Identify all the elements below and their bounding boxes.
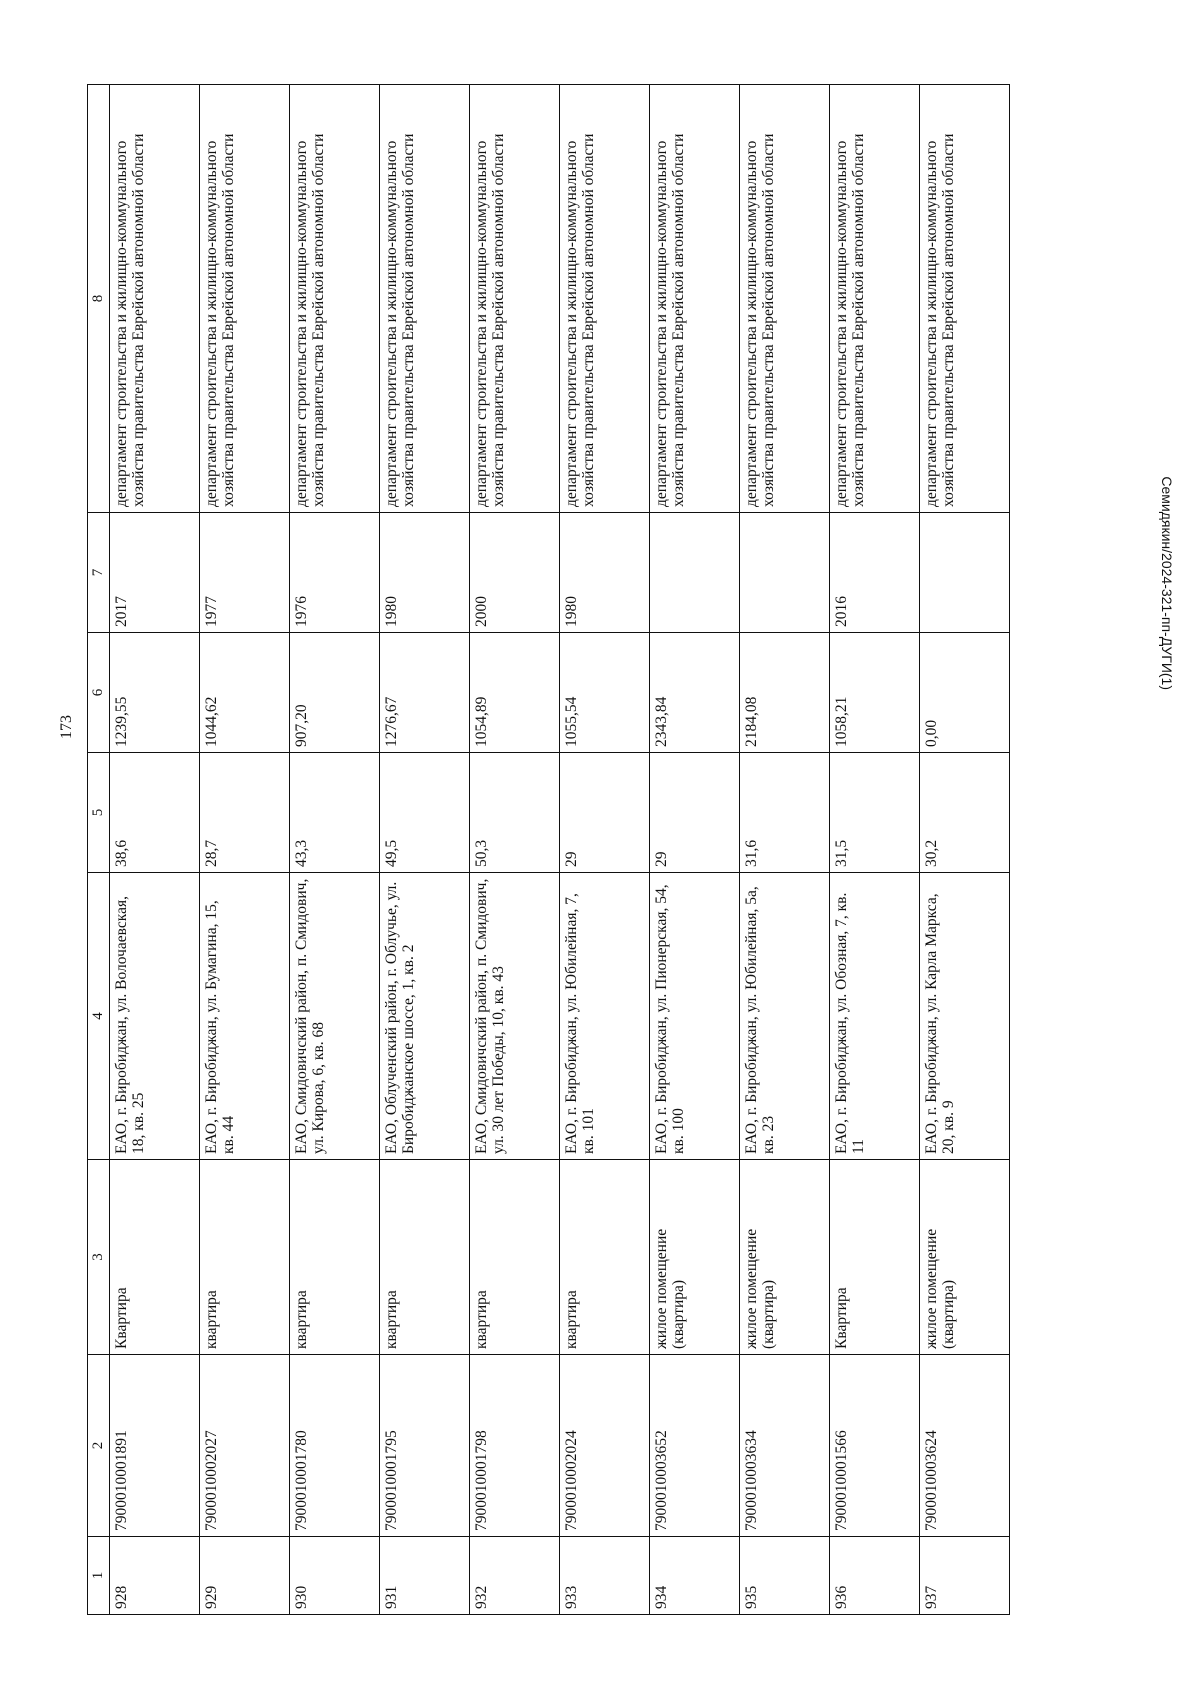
year-built-cell <box>919 513 1009 633</box>
table-row <box>469 85 559 1615</box>
address-cell: ЕАО, Смидовичский район, п. Смидович, ул. 30 лет Победы, 10, кв. 43 <box>469 873 559 1160</box>
area-cell: 43,3 <box>289 753 379 873</box>
column-number-row <box>88 85 110 1615</box>
address-cell: ЕАО, г. Биробиджан, ул. Обозная, 7, кв. 11 <box>829 873 919 1160</box>
year-built-cell <box>649 513 739 633</box>
year-built-cell: 1977 <box>199 513 289 633</box>
year-built-cell <box>739 513 829 633</box>
table-row <box>829 85 919 1615</box>
row-number-cell: 928 <box>109 1537 199 1615</box>
cadastral-number-cell: 7900010003634 <box>739 1355 829 1537</box>
cadastral-number-cell: 7900010001780 <box>289 1355 379 1537</box>
address-cell: ЕАО, г. Биробиджан, ул. Пионерская, 54, кв. 100 <box>649 873 739 1160</box>
right-holder-cell: департамент строительства и жилищно-коммунального хозяйства правительства Еврейской автономной области <box>649 85 739 513</box>
object-type-cell: квартира <box>559 1160 649 1355</box>
column-header: 4 <box>88 873 110 1160</box>
right-holder-cell: департамент строительства и жилищно-коммунального хозяйства правительства Еврейской автономной области <box>469 85 559 513</box>
column-header: 8 <box>88 85 110 513</box>
area-cell: 31,6 <box>739 753 829 873</box>
object-type-cell: Квартира <box>829 1160 919 1355</box>
cadastral-value-cell: 1276,67 <box>379 633 469 753</box>
table-row <box>649 85 739 1615</box>
object-type-cell: жилое помещение (квартира) <box>739 1160 829 1355</box>
column-header: 6 <box>88 633 110 753</box>
right-holder-cell: департамент строительства и жилищно-коммунального хозяйства правительства Еврейской автономной области <box>919 85 1009 513</box>
right-holder-cell: департамент строительства и жилищно-коммунального хозяйства правительства Еврейской автономной области <box>109 85 199 513</box>
cadastral-value-cell: 1058,21 <box>829 633 919 753</box>
area-cell: 38,6 <box>109 753 199 873</box>
address-cell: ЕАО, Облученский район, г. Облучье, ул. Биробиджанское шоссе, 1, кв. 2 <box>379 873 469 1160</box>
column-header: 2 <box>88 1355 110 1537</box>
cadastral-value-cell: 0,00 <box>919 633 1009 753</box>
cadastral-number-cell: 7900010002024 <box>559 1355 649 1537</box>
cadastral-number-cell: 7900010001798 <box>469 1355 559 1537</box>
cadastral-value-cell: 1239,55 <box>109 633 199 753</box>
cadastral-value-cell: 907,20 <box>289 633 379 753</box>
column-header: 1 <box>88 1537 110 1615</box>
cadastral-number-cell: 7900010002027 <box>199 1355 289 1537</box>
cadastral-number-cell: 7900010003624 <box>919 1355 1009 1537</box>
year-built-cell: 1980 <box>379 513 469 633</box>
cadastral-value-cell: 1054,89 <box>469 633 559 753</box>
year-built-cell: 1980 <box>559 513 649 633</box>
year-built-cell: 1976 <box>289 513 379 633</box>
table-row <box>919 85 1009 1615</box>
area-cell: 50,3 <box>469 753 559 873</box>
object-type-cell: квартира <box>379 1160 469 1355</box>
row-number-cell: 932 <box>469 1537 559 1615</box>
table-row <box>289 85 379 1615</box>
document-code: Семидякин/2024-321-пп-ДУГИ(1) <box>1159 476 1175 690</box>
address-cell: ЕАО, Смидовичский район, п. Смидович, ул. Кирова, 6, кв. 68 <box>289 873 379 1160</box>
right-holder-cell: департамент строительства и жилищно-коммунального хозяйства правительства Еврейской автономной области <box>199 85 289 513</box>
cadastral-number-cell: 7900010003652 <box>649 1355 739 1537</box>
object-type-cell: квартира <box>289 1160 379 1355</box>
area-cell: 29 <box>649 753 739 873</box>
year-built-cell: 2017 <box>109 513 199 633</box>
cadastral-value-cell: 1044,62 <box>199 633 289 753</box>
page-number: 173 <box>58 715 75 739</box>
object-type-cell: жилое помещение (квартира) <box>649 1160 739 1355</box>
column-header: 7 <box>88 513 110 633</box>
right-holder-cell: департамент строительства и жилищно-коммунального хозяйства правительства Еврейской автономной области <box>289 85 379 513</box>
address-cell: ЕАО, г. Биробиджан, ул. Карла Маркса, 20, кв. 9 <box>919 873 1009 1160</box>
year-built-cell: 2000 <box>469 513 559 633</box>
address-cell: ЕАО, г. Биробиджан, ул. Юбилейная, 5а, кв. 23 <box>739 873 829 1160</box>
cadastral-number-cell: 7900010001891 <box>109 1355 199 1537</box>
row-number-cell: 937 <box>919 1537 1009 1615</box>
object-type-cell: жилое помещение (квартира) <box>919 1160 1009 1355</box>
area-cell: 30,2 <box>919 753 1009 873</box>
area-cell: 29 <box>559 753 649 873</box>
object-type-cell: квартира <box>199 1160 289 1355</box>
row-number-cell: 931 <box>379 1537 469 1615</box>
row-number-cell: 933 <box>559 1537 649 1615</box>
column-header: 3 <box>88 1160 110 1355</box>
cadastral-value-cell: 1055,54 <box>559 633 649 753</box>
table-row <box>109 85 199 1615</box>
table-row <box>559 85 649 1615</box>
right-holder-cell: департамент строительства и жилищно-коммунального хозяйства правительства Еврейской автономной области <box>379 85 469 513</box>
object-type-cell: Квартира <box>109 1160 199 1355</box>
right-holder-cell: департамент строительства и жилищно-коммунального хозяйства правительства Еврейской автономной области <box>739 85 829 513</box>
right-holder-cell: департамент строительства и жилищно-коммунального хозяйства правительства Еврейской автономной области <box>559 85 649 513</box>
address-cell: ЕАО, г. Биробиджан, ул. Волочаевская, 18, кв. 25 <box>109 873 199 1160</box>
year-built-cell: 2016 <box>829 513 919 633</box>
cadastral-number-cell: 7900010001795 <box>379 1355 469 1537</box>
row-number-cell: 930 <box>289 1537 379 1615</box>
table-row <box>199 85 289 1615</box>
cadastral-number-cell: 7900010001566 <box>829 1355 919 1537</box>
table-row <box>739 85 829 1615</box>
right-holder-cell: департамент строительства и жилищно-коммунального хозяйства правительства Еврейской автономной области <box>829 85 919 513</box>
address-cell: ЕАО, г. Биробиджан, ул. Юбилейная, 7, кв. 101 <box>559 873 649 1160</box>
address-cell: ЕАО, г. Биробиджан, ул. Бумагина, 15, кв. 44 <box>199 873 289 1160</box>
area-cell: 49,5 <box>379 753 469 873</box>
cadastral-value-cell: 2184,08 <box>739 633 829 753</box>
row-number-cell: 934 <box>649 1537 739 1615</box>
row-number-cell: 936 <box>829 1537 919 1615</box>
table-row <box>379 85 469 1615</box>
area-cell: 31,5 <box>829 753 919 873</box>
cadastral-value-cell: 2343,84 <box>649 633 739 753</box>
area-cell: 28,7 <box>199 753 289 873</box>
object-type-cell: квартира <box>469 1160 559 1355</box>
table-body <box>109 85 1009 1615</box>
row-number-cell: 929 <box>199 1537 289 1615</box>
column-header: 5 <box>88 753 110 873</box>
row-number-cell: 935 <box>739 1537 829 1615</box>
property-table <box>87 84 1010 1615</box>
